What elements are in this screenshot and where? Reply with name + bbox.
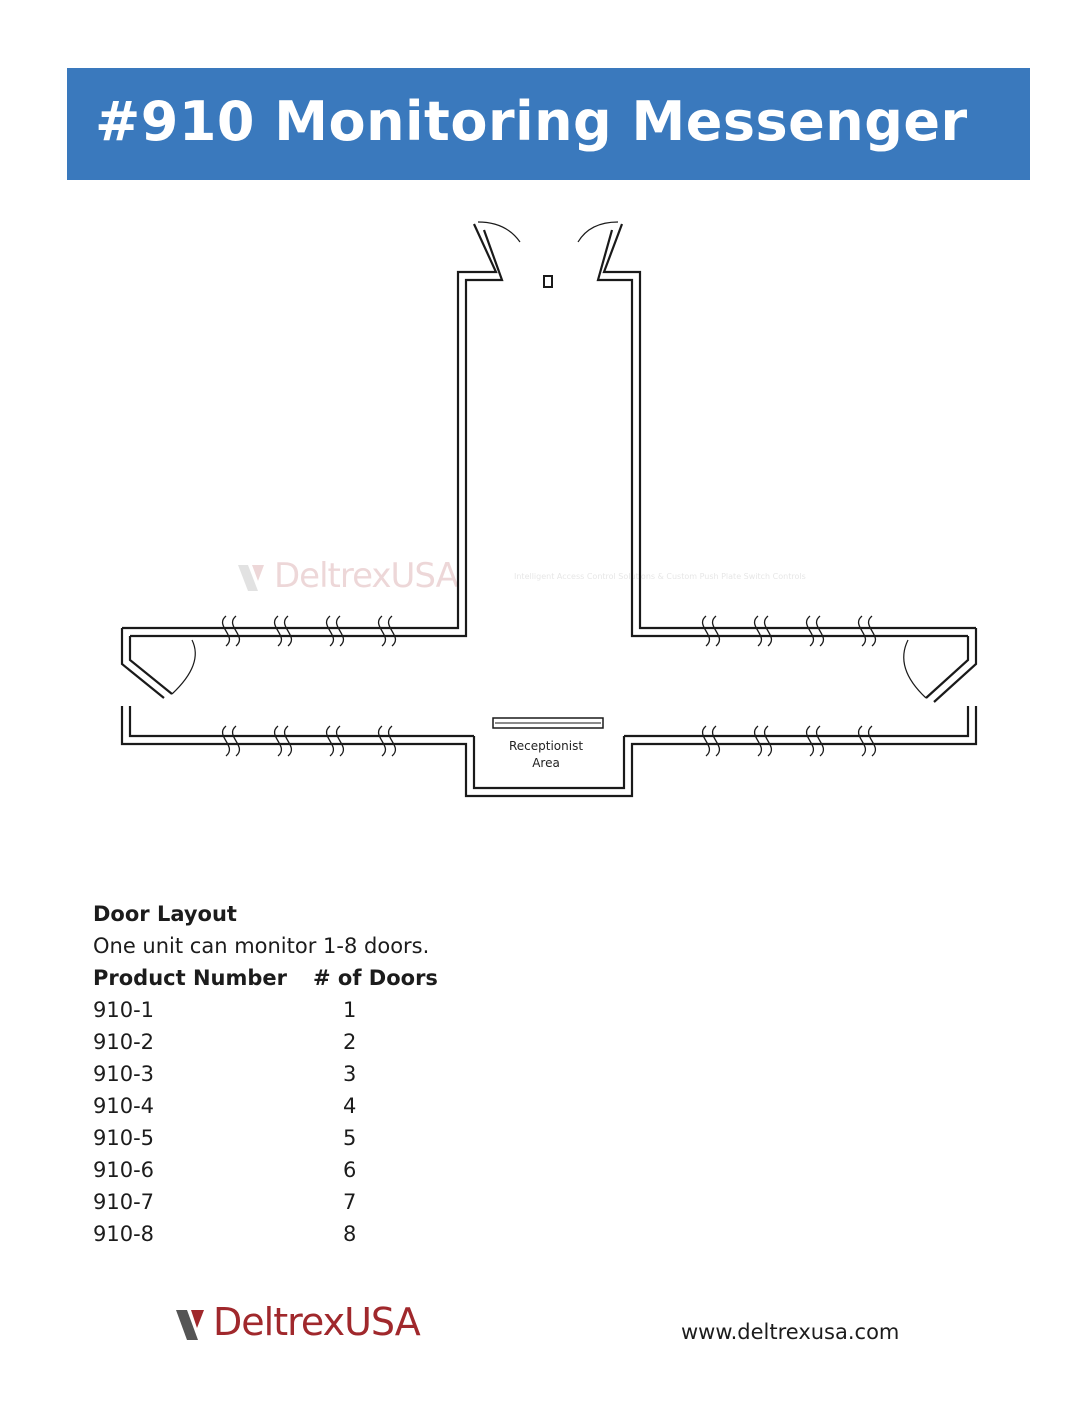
section-description: One unit can monitor 1-8 doors. — [93, 934, 430, 958]
product-table — [93, 994, 429, 1250]
door-count: 7 — [343, 1190, 357, 1214]
table-row — [93, 1026, 429, 1058]
right-end-wall-inner — [926, 636, 968, 698]
door-swings-bottom-right — [703, 726, 876, 756]
table-row — [93, 1058, 429, 1090]
left-bottom-end-inner — [130, 706, 474, 736]
receptionist-label: Receptionist — [508, 739, 584, 753]
footer-logo-text: DeltrexUSA — [213, 1300, 420, 1344]
product-number: 910-5 — [93, 1126, 155, 1150]
door-swings-top-left — [223, 616, 396, 646]
product-number: 910-3 — [93, 1062, 155, 1086]
door-count: 4 — [343, 1094, 357, 1118]
section-heading: Door Layout — [93, 902, 237, 926]
right-end-wall — [934, 628, 976, 702]
door-count: 6 — [343, 1158, 357, 1182]
table-row — [93, 1218, 429, 1250]
table-row — [93, 1154, 429, 1186]
product-number: 910-8 — [93, 1222, 155, 1246]
product-number: 910-4 — [93, 1094, 155, 1118]
col-doors-header: # of Doors — [313, 966, 438, 990]
product-number: 910-2 — [93, 1030, 155, 1054]
left-door-swing — [172, 640, 195, 694]
footer-url[interactable]: www.deltrexusa.com — [681, 1320, 900, 1344]
product-number: 910-7 — [93, 1190, 155, 1214]
door-swings-top-right — [703, 616, 876, 646]
table-row — [93, 1186, 429, 1218]
area-label: Area — [532, 756, 560, 770]
door-layout-section — [93, 898, 438, 1250]
door-count: 2 — [343, 1030, 357, 1054]
door-count: 1 — [343, 998, 357, 1022]
corridor-right-wall-inner — [598, 230, 968, 636]
door-swings-bottom-left — [223, 726, 396, 756]
right-bottom-end-inner — [624, 706, 968, 736]
table-row — [93, 1090, 429, 1122]
corridor-left-wall — [122, 224, 496, 628]
product-number: 910-6 — [93, 1158, 155, 1182]
left-bottom-end — [122, 706, 458, 744]
table-row — [93, 994, 429, 1026]
door-count: 8 — [343, 1222, 357, 1246]
door-count: 3 — [343, 1062, 357, 1086]
table-header — [93, 962, 438, 994]
left-end-wall-inner — [130, 636, 172, 694]
left-end-wall — [122, 628, 164, 698]
table-row — [93, 1122, 429, 1154]
col-product-header: Product Number — [93, 966, 287, 990]
corridor-right-wall — [604, 224, 976, 628]
corridor-left-wall-inner — [130, 230, 502, 636]
watermark-tagline: Intelligent Access Control Solutions & Custom Push Plate Switch Controls — [514, 572, 806, 581]
monitor-unit-icon — [544, 276, 552, 287]
door-count: 5 — [343, 1126, 357, 1150]
right-door-swing — [904, 640, 926, 698]
deltrex-logo-mark-icon — [176, 1308, 212, 1342]
product-number: 910-1 — [93, 998, 155, 1022]
page-title: #910 Monitoring Messenger — [95, 90, 968, 153]
watermark-logo-text: DeltrexUSA — [274, 556, 458, 596]
